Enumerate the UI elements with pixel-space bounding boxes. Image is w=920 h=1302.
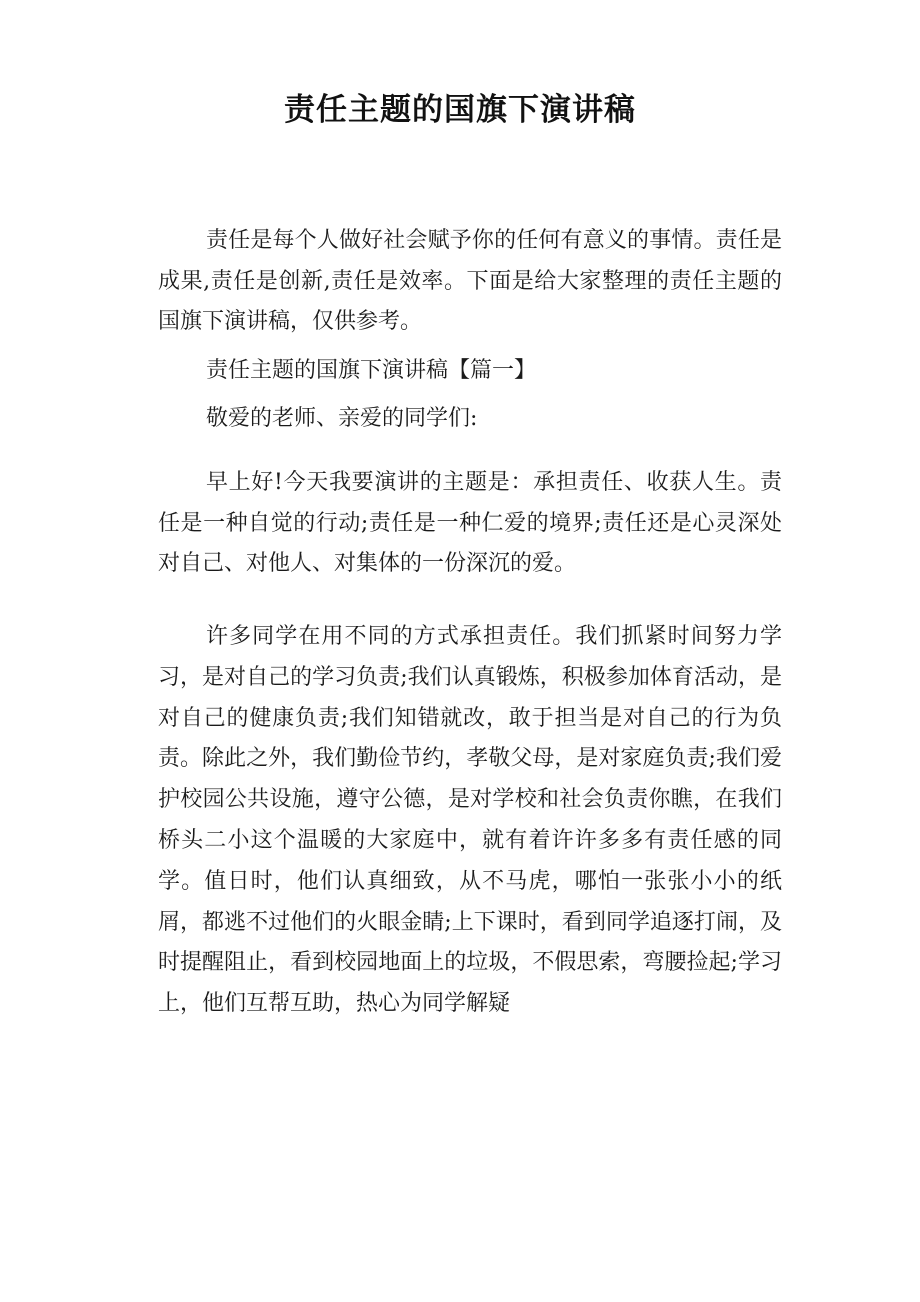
body-paragraph-2: 许多同学在用不同的方式承担责任。我们抓紧时间努力学习，是对自己的学习负责;我们认真锻炼，积极参加体育活动，是对自己的健康负责;我们知错就改，敢于担当是对自己的行为负责。除此之外，我们勤俭节约，孝敬父母，是对家庭负责;我们爱护校园公共设施，遵守公德，是对学校和社会负责你瞧，在我们桥头二小这个温暖的大家庭中，就有着许许多多有责任感的同学。值日时，他们认真细致，从不马虎，哪怕一张张小小的纸屑，都逃不过他们的火眼金睛;上下课时，看到同学追逐打闹，及时提醒阻止，看到校园地面上的垃圾，不假思索，弯腰捡起;学习上，他们互帮互助，热心为同学解疑: [158, 624, 782, 1017]
greeting-line: 敬爱的老师、亲爱的同学们:: [206, 406, 478, 431]
document-title: 责任主题的国旗下演讲稿: [284, 92, 636, 128]
section-heading: 责任主题的国旗下演讲稿【篇一】: [206, 358, 537, 383]
intro-paragraph: 责任是每个人做好社会赋予你的任何有意义的事情。责任是成果,责任是创新,责任是效率。下面是给大家整理的责任主题的国旗下演讲稿，仅供参考。: [158, 228, 782, 334]
body-paragraph-1: 早上好!今天我要演讲的主题是：承担责任、收获人生。责任是一种自觉的行动;责任是一种仁爱的境界;责任还是心灵深处对自己、对他人、对集体的一份深沉的爱。: [158, 470, 782, 576]
